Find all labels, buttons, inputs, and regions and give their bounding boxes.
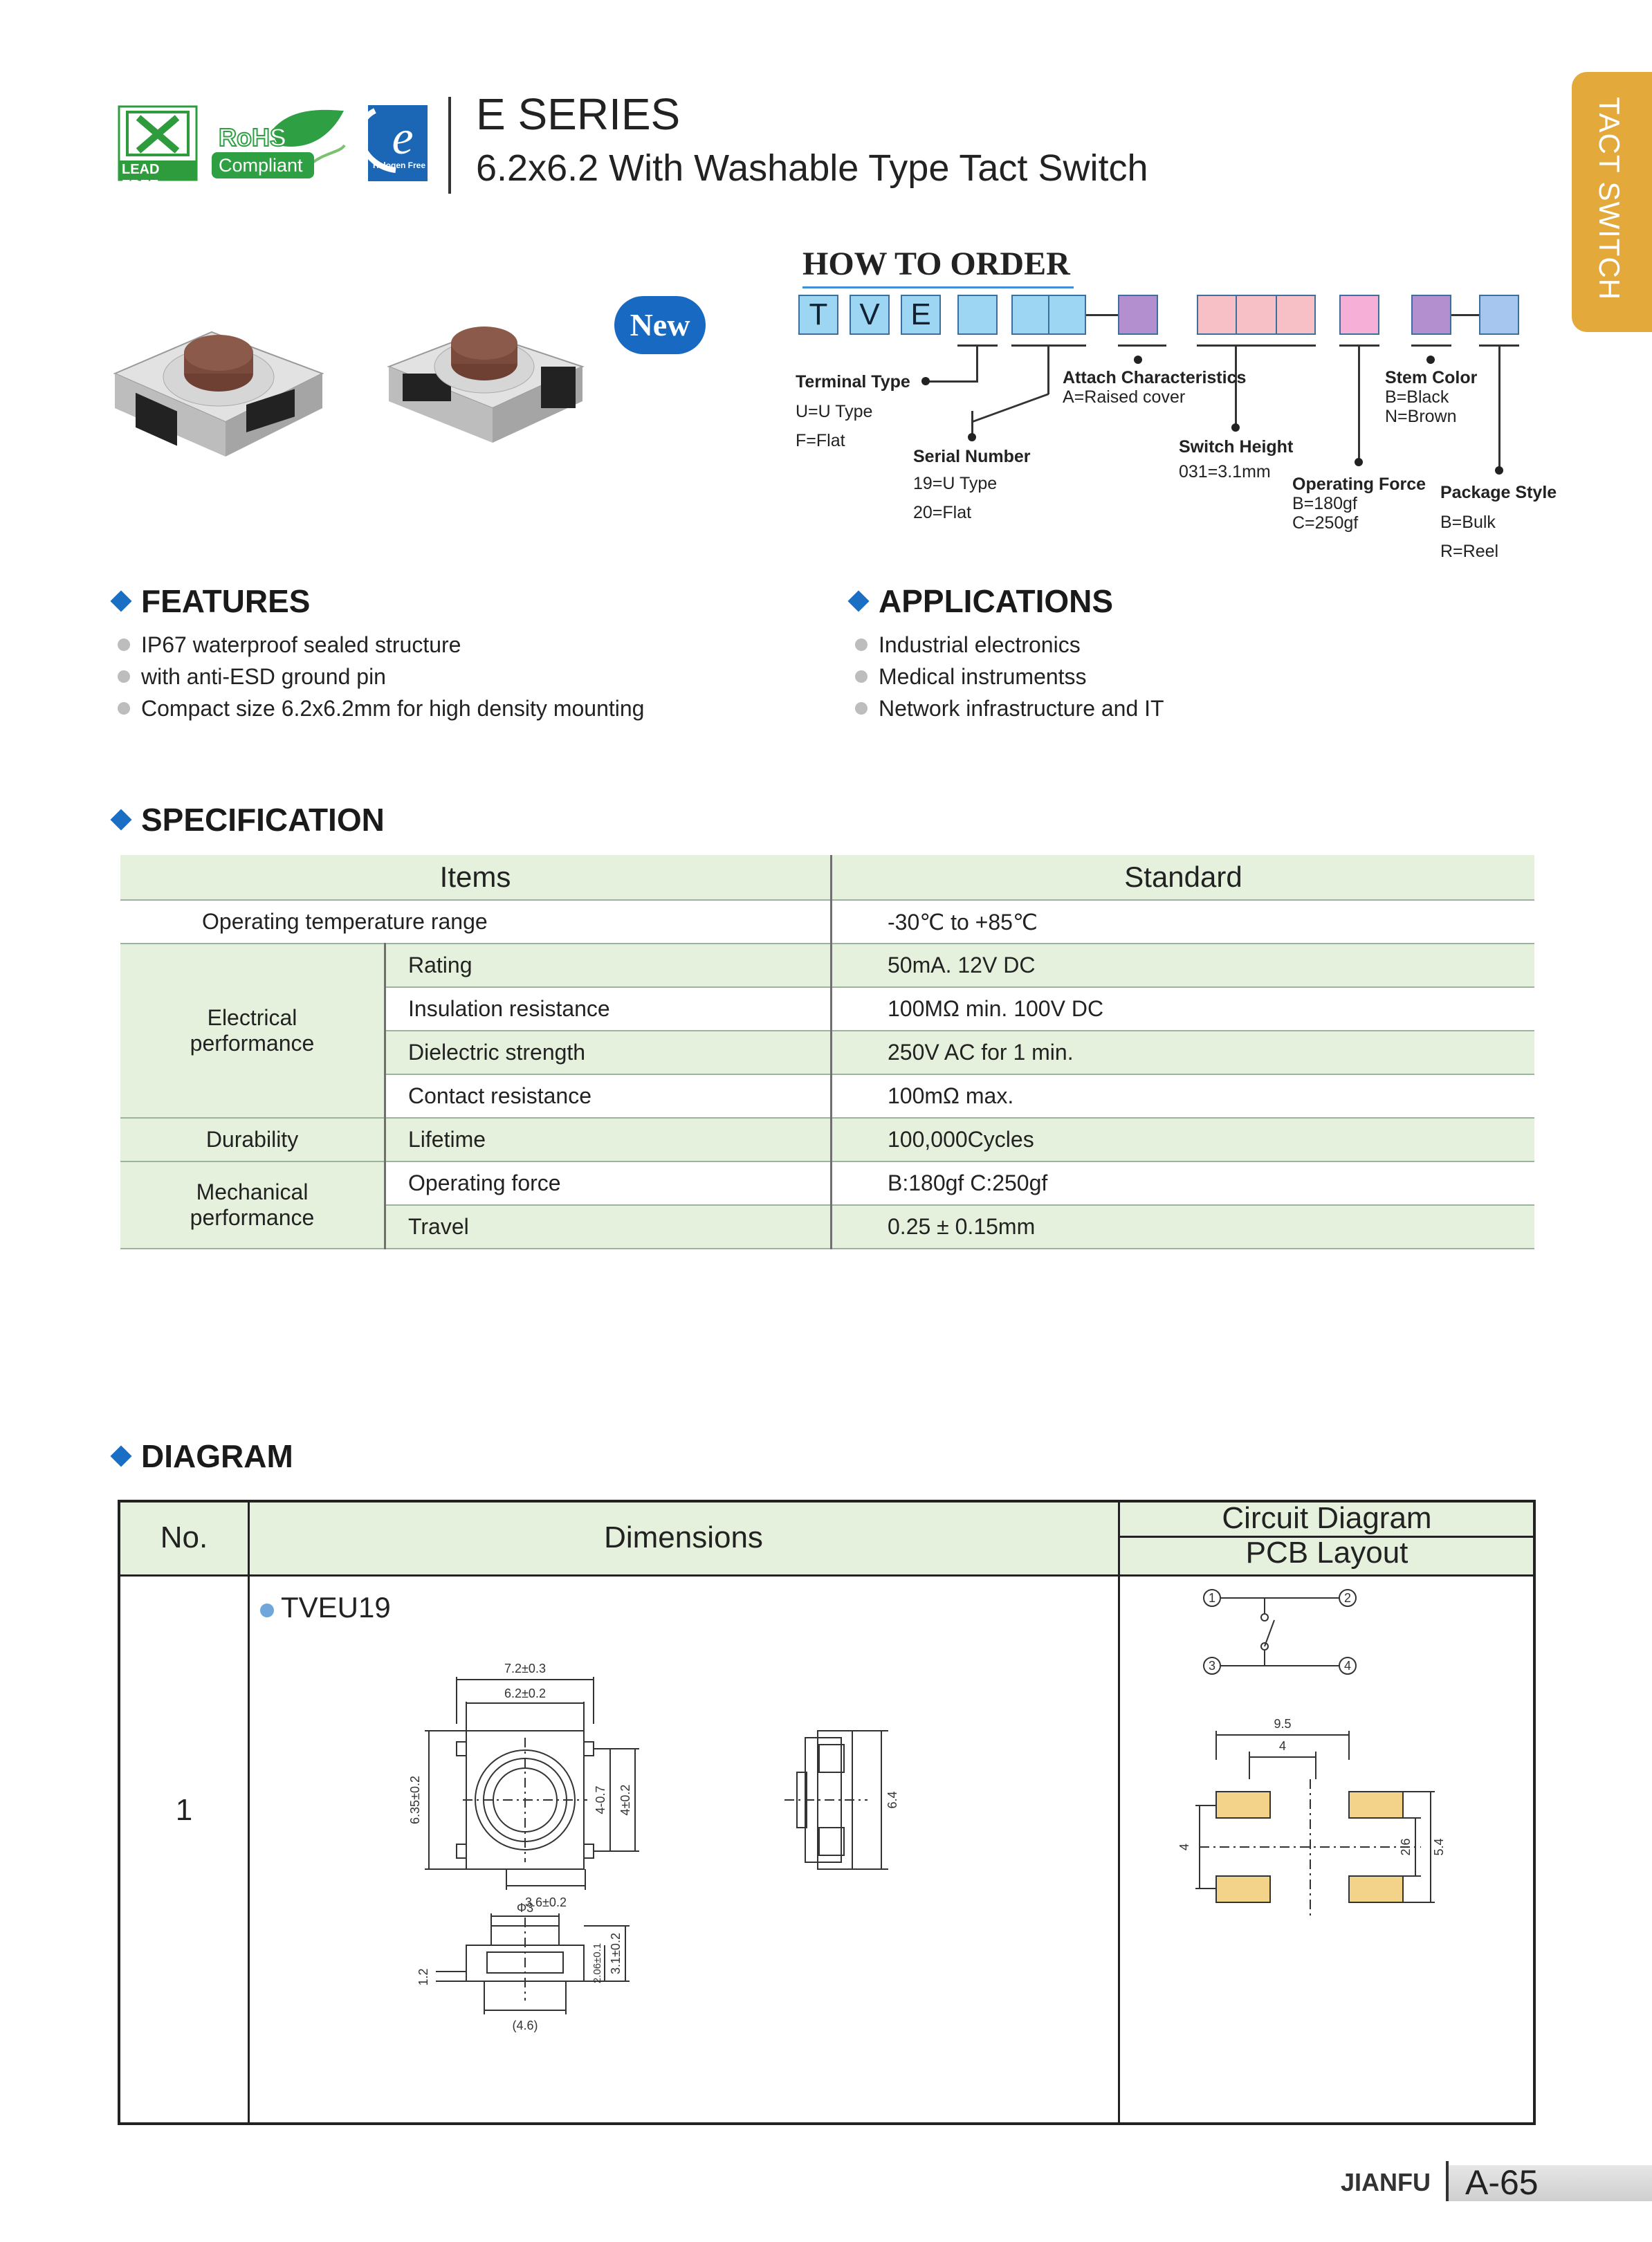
code-box-height [1197,295,1316,335]
footer-brand: JIANFU [1341,2168,1431,2196]
model-name: TVEU19 [281,1591,391,1624]
how-to-order-underline [802,286,1074,288]
pin-3-label: 3 [1208,1659,1216,1673]
dash-2 [1451,314,1479,316]
feature-item: with anti-ESD ground pin [118,664,386,690]
operating-force-opt-b: B=180gf [1292,494,1357,513]
leader-serial-v1 [1047,344,1049,394]
rohs-logo [209,104,347,181]
pin-4-label: 4 [1343,1659,1352,1673]
diamond-icon [110,1445,131,1467]
code-letter-e: E [901,295,941,335]
diamond-icon [110,590,131,612]
leader-package-v [1498,344,1500,469]
features-heading: FEATURES [113,582,311,620]
terminal-type-opt-f: F=Flat [796,431,845,450]
leader-terminal-h [927,380,978,383]
new-badge-label: New [630,307,690,342]
terminal-type-opt-u: U=U Type [796,402,873,421]
code-box-terminal [957,295,998,335]
pin-1-label: 1 [1208,1591,1216,1605]
spec-item: Travel [385,1205,832,1249]
package-style-opt-r: R=Reel [1440,542,1499,561]
spec-value: 100mΩ max. [832,1074,1535,1118]
code-box-height-div1 [1236,295,1237,335]
diagram-heading: DIAGRAM [113,1437,293,1475]
specification-heading: SPECIFICATION [113,801,385,838]
leader-package-dot [1495,466,1503,475]
product-image-1 [108,304,329,470]
terminal-type-label: Terminal Type [796,372,910,392]
switch-height-label: Switch Height [1179,437,1294,457]
ul-attach [1118,344,1166,347]
spec-group-durability: Durability [120,1118,385,1161]
code-box-force [1339,295,1379,335]
header-divider [448,97,451,194]
leader-height-dot [1231,423,1240,432]
operating-force-opt-c: C=250gf [1292,513,1359,533]
diagram-header-dimensions: Dimensions [604,1520,763,1554]
how-to-order-title: HOW TO ORDER [802,246,1070,282]
pcb-w2: 4 [1278,1739,1287,1753]
spec-value: 250V AC for 1 min. [832,1031,1535,1074]
spec-item: Operating temperature range [120,900,832,944]
code-letter-v: V [850,295,890,335]
dim-mid-h: 2.06±0.1 [591,1942,603,1984]
diagram-row-number: 1 [175,1793,193,1827]
spec-value: -30℃ to +85℃ [832,900,1535,944]
leader-serial-v2 [971,411,973,436]
attach-opt-a: A=Raised cover [1063,387,1186,407]
diamond-icon [847,590,869,612]
spec-item: Operating force [385,1161,832,1205]
serial-number-opt-20: 20=Flat [913,503,972,522]
ul-stem [1411,344,1451,347]
dim-base: (4.6) [512,2019,538,2032]
spec-row-temp [120,900,1534,944]
application-item: Network infrastructure and IT [855,696,1164,722]
spec-item: Insulation resistance [385,987,832,1031]
specification-table [120,855,1534,1249]
package-style-label: Package Style [1440,483,1557,502]
lead-free-logo [118,105,198,193]
series-title: E SERIES [476,89,681,139]
code-box-attach [1118,295,1158,335]
spec-row-rating [120,944,1534,987]
dim-d2: 4±0.2 [618,1784,632,1816]
spec-header-items: Items [120,855,832,900]
leader-terminal-v [976,344,978,382]
rohs-sub: Compliant [219,155,303,176]
lead-free-text: LEAD FREE [122,162,160,193]
spec-row-durability [120,1118,1534,1161]
application-item: Industrial electronics [855,632,1081,658]
spec-value: 100,000Cycles [832,1118,1535,1161]
spec-header-row [120,855,1534,900]
dim-bottom: 3.6±0.2 [525,1895,567,1909]
spec-header-standard: Standard [832,855,1535,900]
package-style-opt-b: B=Bulk [1440,513,1496,532]
pcb-h1: 2.6 [1399,1838,1413,1856]
switch-height-opt: 031=3.1mm [1179,462,1271,481]
feature-item: Compact size 6.2x6.2mm for high density mounting [118,696,644,722]
spec-row-force [120,1161,1534,1205]
new-badge [614,296,706,354]
spec-group-electrical: Electrical performance [120,944,385,1118]
series-subtitle: 6.2x6.2 With Washable Type Tact Switch [476,147,1148,189]
stem-color-opt-b: B=Black [1385,387,1449,407]
application-item: Medical instrumentss [855,664,1087,690]
stem-color-label: Stem Color [1385,368,1478,387]
dash-1 [1086,314,1118,316]
pcb-h-left: 4 [1177,1843,1191,1851]
pcb-h2: 5.4 [1432,1838,1446,1856]
code-box-serial-divider [1048,295,1049,335]
stem-color-opt-n: N=Brown [1385,407,1457,426]
leader-force-dot [1355,458,1363,466]
diamond-icon [110,809,131,830]
pin-2-label: 2 [1343,1591,1352,1605]
code-letter-t: T [798,295,838,335]
code-box-package [1479,295,1519,335]
spec-item: Contact resistance [385,1074,832,1118]
svg-text:e: e [392,111,414,165]
ul-height [1197,344,1316,347]
code-box-stem [1411,295,1451,335]
serial-number-label: Serial Number [913,447,1031,466]
attach-label: Attach Characteristics [1063,368,1247,387]
diagram-header-pcb: PCB Layout [1245,1536,1408,1570]
halogen-free-logo [354,104,429,183]
leader-stem-dot [1426,356,1435,364]
spec-value: 0.25 ± 0.15mm [832,1205,1535,1249]
diagram-header-circuit: Circuit Diagram [1222,1501,1432,1535]
halogen-text: Halogen Free [372,160,426,170]
dim-h-side: 6.35±0.2 [408,1776,422,1824]
dim-side-h: 6.4 [885,1791,899,1809]
dim-left-h: 1.2 [416,1968,430,1986]
spec-item: Lifetime [385,1118,832,1161]
rohs-title: RoHS [219,123,286,151]
dim-w-outer: 7.2±0.3 [504,1662,546,1675]
dim-right-h: 3.1±0.2 [609,1933,623,1974]
pcb-w1: 9.5 [1274,1717,1292,1731]
code-box-height-div2 [1276,295,1277,335]
dim-d1: 4-0.7 [594,1785,607,1814]
diagram-table [118,1500,1536,2125]
side-tab-label: TACT SWITCH [1593,97,1626,301]
diagram-header-no: No. [160,1520,208,1554]
top-view-drawing [120,1503,1533,2122]
leader-serial-h [971,393,1049,423]
dim-phi: Φ3 [516,1901,534,1915]
product-image-2 [382,304,589,457]
spec-item: Rating [385,944,832,987]
spec-value: 50mA. 12V DC [832,944,1535,987]
spec-group-mechanical: Mechanical performance [120,1161,385,1249]
leader-serial-dot [968,433,976,441]
spec-item: Dielectric strength [385,1031,832,1074]
applications-heading: APPLICATIONS [851,582,1113,620]
leader-force-v [1358,344,1360,462]
footer-page-number: A-65 [1465,2163,1539,2202]
leader-attach-dot [1134,356,1142,364]
spec-value: B:180gf C:250gf [832,1161,1535,1205]
operating-force-label: Operating Force [1292,475,1426,494]
feature-item: IP67 waterproof sealed structure [118,632,461,658]
serial-number-opt-19: 19=U Type [913,474,998,493]
spec-value: 100MΩ min. 100V DC [832,987,1535,1031]
side-tab[interactable] [1572,72,1652,332]
dim-w-inner: 6.2±0.2 [504,1687,546,1700]
leader-terminal-dot [921,377,930,385]
